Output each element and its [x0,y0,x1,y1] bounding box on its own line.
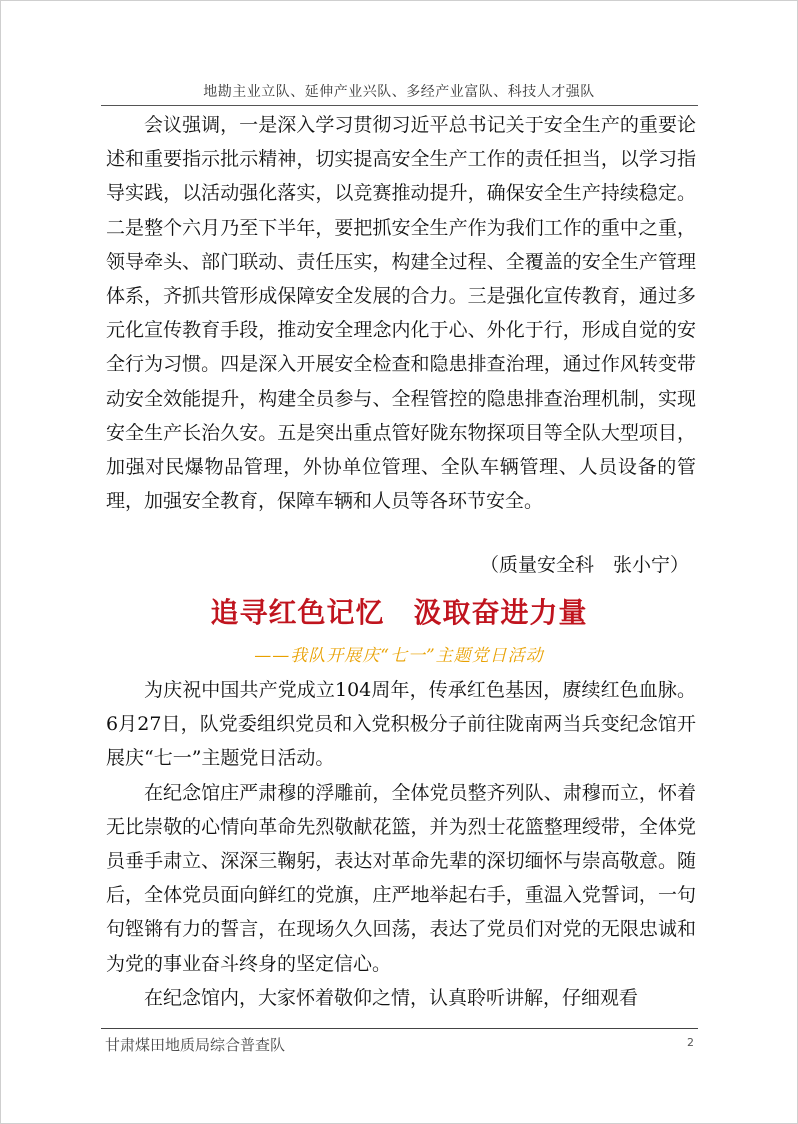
page-number: 2 [687,1036,694,1049]
footer-organization: 甘肃煤田地质局综合普查队 [105,1036,286,1054]
article-title: 追寻红色记忆 汲取奋进力量 [210,596,588,629]
body-paragraph: 在纪念馆内，大家怀着敬仰之情，认真聆听讲解，仔细观看 [144,986,639,1009]
footer-divider [101,1028,698,1029]
article-subtitle: ——我队开展庆“七一”主题党日活动 [254,646,544,666]
author-signature: （质量安全科 张小宁） [479,554,689,576]
article-body [106,673,696,1015]
header-divider [101,105,698,106]
section-safety-meeting [106,108,696,518]
body-paragraph: 会议强调，一是深入学习贯彻习近平总书记关于安全生产的重要论述和重要指示批示精神，切实提高安全生产工作的责任担当，以学习指导实践，以活动强化落实，以竞赛推动提升，确保安全生产持续稳定。二是整个六月乃至下半年，要把抓安全生产作为我们工作的重中之重，领导牵头、部门联动、责任压实，构建全过程、全覆盖的安全生产管理体系，齐抓共管形成保障安全发展的合力。三是强化宣传教育，通过多元化宣传教育手段，推动安全理念内化于心、外化于行，形成自觉的安全行为习惯。四是深入开展安全检查和隐患排查治理，通过作风转变带动安全效能提升，构建全员参与、全程管控的隐患排查治理机制，实现安全生产长治久安。五是突出重点管好陇东物探项目等全队大型项目，加强对民爆物品管理，外协单位管理、全队车辆管理、人员设备的管理，加强安全教育，保障车辆和人员等各环节安全。 [106,114,696,513]
header-slogan: 地勘主业立队、延伸产业兴队、多经产业富队、科技人才强队 [203,84,595,100]
body-paragraph: 在纪念馆庄严肃穆的浮雕前，全体党员整齐列队、肃穆而立，怀着无比崇敬的心情向革命先烈敬献花篮，并为烈士花篮整理绶带，全体党员垂手肃立、深深三鞠躬，表达对革命先辈的深切缅怀与崇高敬意。随后，全体党员面向鲜红的党旗，庄严地举起右手，重温入党誓词，一句句铿锵有力的誓言，在现场久久回荡，表达了党员们对党的无限忠诚和为党的事业奋斗终身的坚定信心。 [106,781,696,975]
body-paragraph: 为庆祝中国共产党成立104周年，传承红色基因，赓续红色血脉。6月27日，队党委组织党员和入党积极分子前往陇南两当兵变纪念馆开展庆“七一”主题党日活动。 [106,679,696,770]
